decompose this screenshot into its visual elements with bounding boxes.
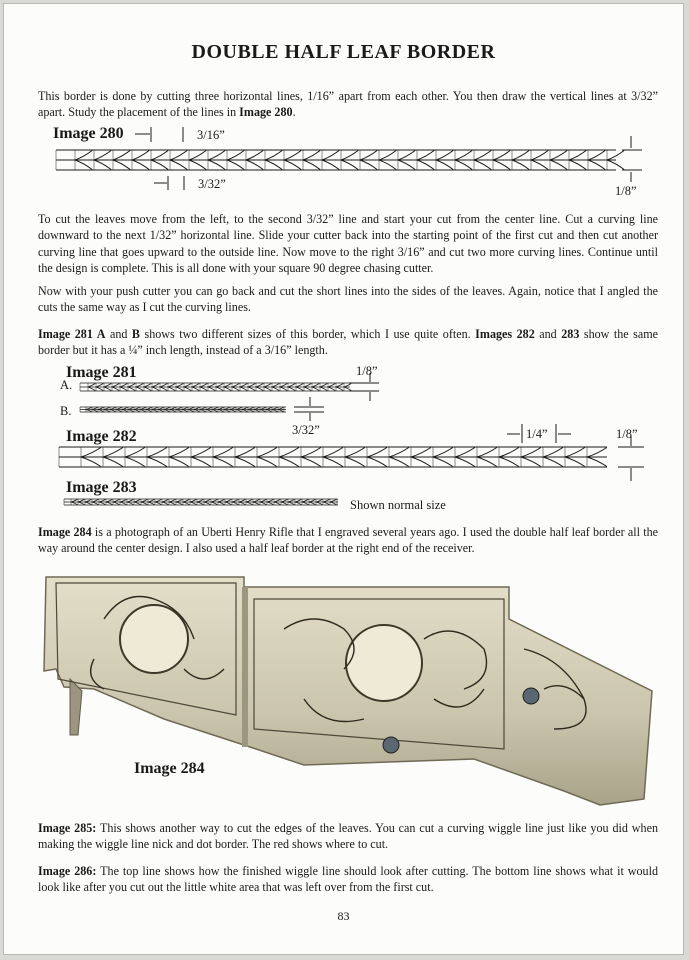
image-281b-ref: B [131,327,140,341]
image-283-label: Image 283 [66,479,137,496]
paragraph-7 [38,863,658,896]
image-286-ref: Image 286: [38,864,97,878]
image-281a-ref: Image 281 A [38,327,106,341]
image-283-caption: Shown normal size [350,498,446,512]
paragraph-4 [38,326,658,359]
image-280-border [56,150,624,170]
image-281-label: Image 281 [66,364,137,381]
image-281b-border [80,407,286,412]
image-281-row-a: A. [60,378,73,392]
image-280-dim-right: 1/8” [615,184,637,198]
paragraph-4-text-2: shows two different sizes of this border, which I use quite often. [140,327,476,341]
paragraph-1-end: . [292,105,296,120]
image-284-label: Image 284 [134,760,205,777]
paragraph-1-text: This border is done by cutting three horizontal lines, 1/16” apart from each other. You then draw the vertical lines at 3/32” apart. Study the placement of the lines in [38,89,658,120]
paragraph-5-text: is a photograph of an Uberti Henry Rifle that I engraved several years ago. I used the double half leaf border all the way around the center design. I also used a half leaf border at the right end of the receiver. [38,525,659,556]
image-283-ref: 283 [561,327,580,341]
image-280-ref: Image 280 [239,105,293,120]
image-281-dim-right: 1/8” [356,364,378,378]
image-285-ref: Image 285: [38,821,97,835]
image-282-ref: Images 282 [475,327,535,341]
image-284-ref: Image 284 [38,525,92,539]
paragraph-1 [38,88,658,121]
image-280-dim-bottom: 3/32” [198,177,226,191]
paragraph-2: To cut the leaves move from the left, to the second 3/32” line and start your cut from the center line. Cut a curving line downward to the next 1/32” horizontal line. Slide your cutter back into the starting point of the first cut and then cut another curving line that goes upward to the outside line. Now move to the right 3/16” and cut two more curving lines. Continue until the design is complete. This is all done with your square 90 degree chasing cutter. [38,212,658,276]
image-282-dim-mid: 1/4” [526,427,548,441]
image-282-label: Image 282 [66,428,137,445]
image-280-dim-top: 3/16” [197,128,225,142]
image-281-dim-b: 3/32” [292,423,320,437]
image-284-rifle-receiver-photo [4,559,684,819]
paragraph-7-text: The top line shows how the finished wiggle line should look after cutting. The bottom line shows what it would look like after you cut out the little white area that was left over from the first cut. [38,864,659,895]
paragraph-6-text: This shows another way to cut the edges of the leaves. You can cut a curving wiggle line just like you did when making the wiggle line nick and dot border. The red shows where to cut. [38,821,658,852]
page-title: DOUBLE HALF LEAF BORDER [191,41,496,63]
paragraph-4-text-3: and [534,327,562,341]
image-283-border [64,499,338,505]
paragraph-4-text-4: show the same border but it has a ¼” inch length, instead of a 3/16” length. [38,327,659,358]
paragraph-4-text-1: and [105,327,132,341]
image-280-label: Image 280 [53,125,124,142]
paragraph-5 [38,524,658,557]
paragraph-3: Now with your push cutter you can go back and cut the short lines into the sides of the leaves. Again, notice that I angled the cuts the same way as I cut the curving lines. [38,284,658,315]
image-281-row-b: B. [60,404,72,418]
image-281a-border [80,383,351,391]
image-282-dim-right: 1/8” [616,427,638,441]
page-number: 83 [337,909,350,923]
image-282-border [59,447,607,467]
image-281-283-border-diagrams [4,359,684,519]
paragraph-6 [38,820,658,853]
image-280-border-diagram [4,124,684,204]
book-page [3,3,684,955]
